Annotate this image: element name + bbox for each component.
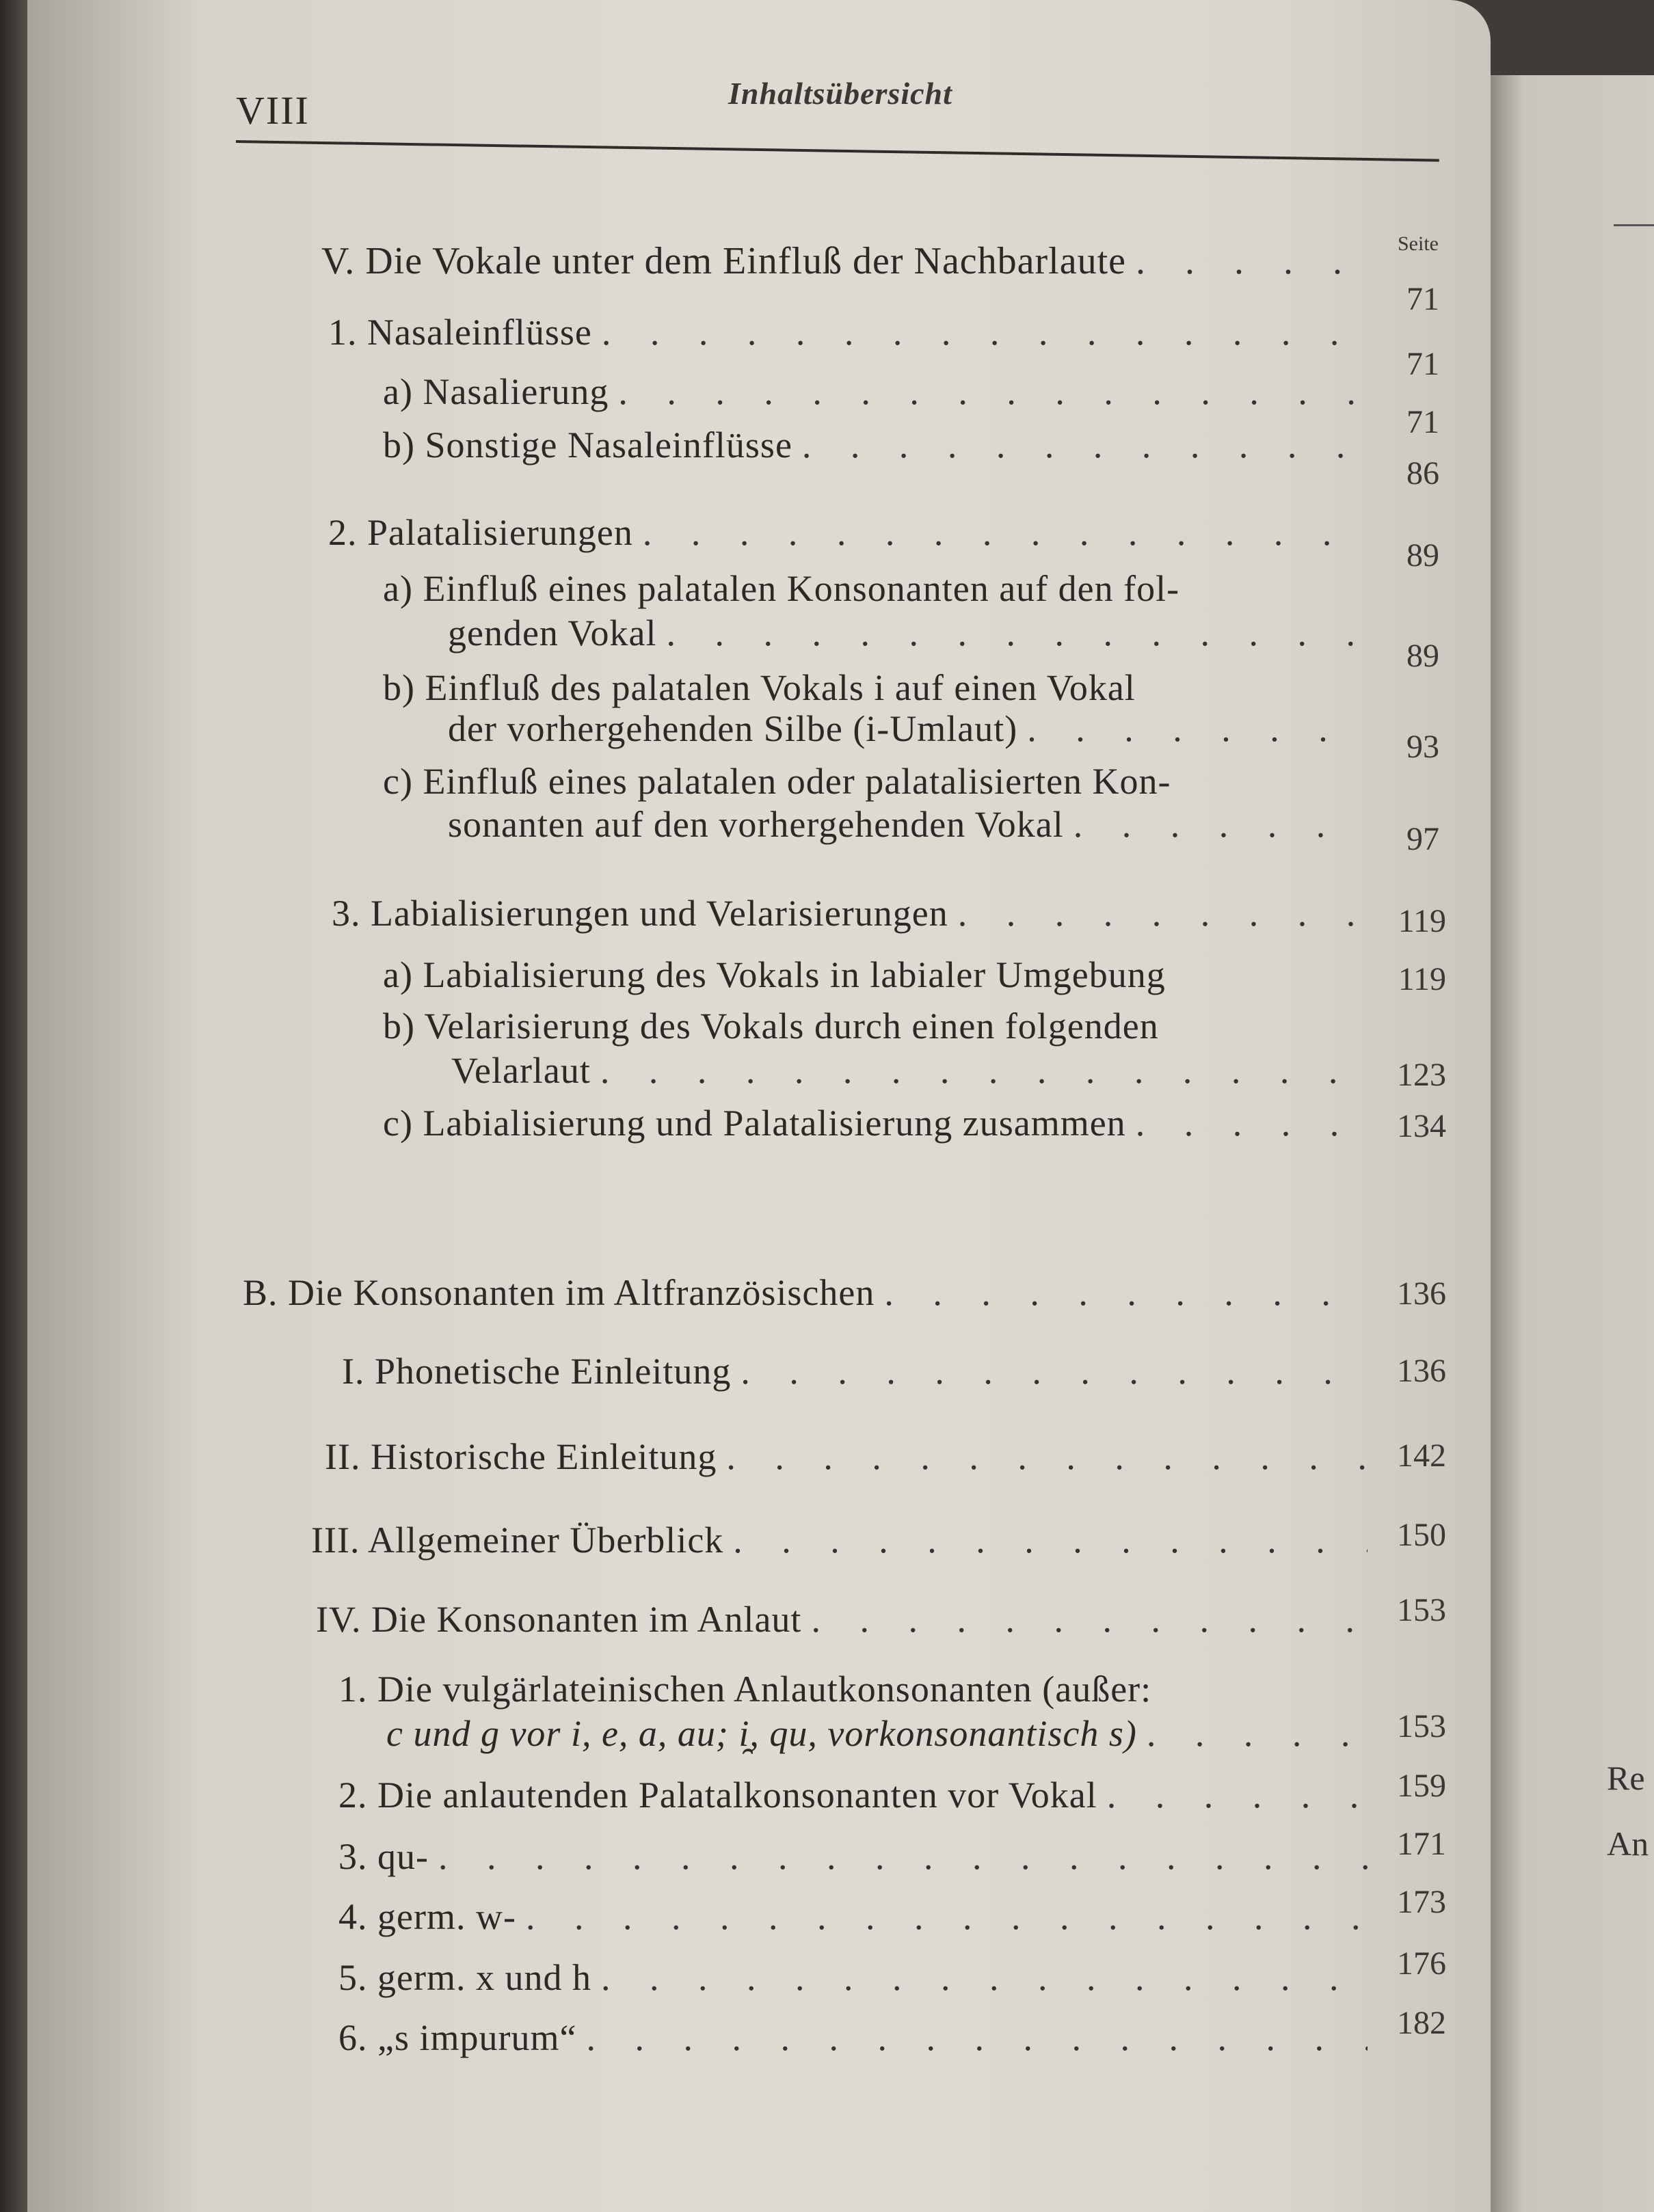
toc-entry bbox=[448, 612, 1361, 654]
toc-entry bbox=[321, 239, 1361, 283]
toc-entry-title: 2. Die anlautenden Palatalkonsonanten vor Vokal bbox=[338, 1775, 1097, 1816]
toc-entry-title: 3. Labialisierungen und Velarisierungen bbox=[332, 893, 948, 934]
toc-entry-title: 2. Palatalisierungen bbox=[328, 512, 633, 553]
toc-page-number: 71 bbox=[1406, 346, 1439, 382]
toc-page-number: 93 bbox=[1406, 729, 1439, 765]
toc-entry bbox=[383, 1102, 1368, 1144]
leader-dots bbox=[875, 1271, 1368, 1314]
toc-entry bbox=[338, 1896, 1368, 1938]
toc-entry bbox=[383, 370, 1361, 413]
leader-dots bbox=[633, 511, 1361, 554]
toc-page-number: 159 bbox=[1397, 1768, 1446, 1804]
toc-entry-title: b) Sonstige Nasaleinflüsse bbox=[383, 424, 792, 466]
toc-entry bbox=[338, 1774, 1368, 1816]
leader-dots bbox=[1097, 1774, 1368, 1816]
toc-entry-title: b) Einfluß des palatalen Vokals i auf einen Vokal bbox=[383, 667, 1136, 708]
toc-page-number: 153 bbox=[1397, 1708, 1446, 1744]
toc-page-number: 136 bbox=[1397, 1353, 1446, 1389]
facing-page bbox=[1491, 75, 1654, 2212]
toc-entry bbox=[338, 2017, 1368, 2059]
toc-entry-continuation: genden Vokal bbox=[448, 612, 657, 653]
leader-dots bbox=[516, 1896, 1368, 1938]
leader-dots bbox=[1126, 239, 1361, 283]
facing-page-fragment: Re bbox=[1607, 1759, 1645, 1797]
toc-entry bbox=[383, 954, 1368, 996]
toc-entry-continuation: Velarlaut bbox=[451, 1050, 591, 1091]
leader-dots bbox=[1126, 1102, 1368, 1144]
leader-dots bbox=[576, 2017, 1368, 2059]
toc-page-number: 123 bbox=[1397, 1057, 1446, 1093]
toc-entry-title: 5. germ. x und h bbox=[338, 1957, 591, 1998]
toc-entry-title: 6. „s impurum“ bbox=[338, 2017, 577, 2058]
toc-entry bbox=[328, 511, 1361, 554]
leader-dots bbox=[429, 1835, 1368, 1878]
toc-entry bbox=[448, 803, 1361, 846]
toc-page-number: 89 bbox=[1406, 638, 1439, 674]
running-head: Inhaltsübersicht bbox=[728, 76, 952, 111]
toc-entry-title: III. Allgemeiner Überblick bbox=[311, 1520, 724, 1561]
toc-entry-title: 1. Die vulgärlateinischen Anlautkonsonanten (außer: bbox=[338, 1669, 1152, 1710]
toc-entry-title: II. Historische Einleitung bbox=[325, 1436, 717, 1477]
toc-entry bbox=[342, 1350, 1368, 1392]
toc-entry-title: I. Phonetische Einleitung bbox=[342, 1351, 732, 1392]
toc-entry bbox=[243, 1271, 1368, 1314]
toc-entry-title: 4. germ. w- bbox=[338, 1896, 516, 1937]
leader-dots bbox=[591, 1956, 1368, 1999]
toc-entry bbox=[338, 1835, 1368, 1878]
leader-dots bbox=[609, 370, 1361, 413]
toc-page-number: 71 bbox=[1406, 281, 1439, 317]
facing-page-rule bbox=[1614, 224, 1654, 226]
page-number: VIII bbox=[236, 88, 310, 133]
toc-entry bbox=[325, 1435, 1368, 1478]
toc-entry-title: IV. Die Konsonanten im Anlaut bbox=[316, 1599, 802, 1640]
leader-dots bbox=[801, 1598, 1368, 1641]
toc-entry-title: B. Die Konsonanten im Altfranzösischen bbox=[243, 1272, 875, 1313]
toc-page-number: 182 bbox=[1397, 2005, 1446, 2041]
toc-entry-continuation: c und g vor i, e, a, au; i̯, qu, vorkonsonantisch s) bbox=[386, 1713, 1137, 1754]
toc-page-number: 97 bbox=[1406, 821, 1439, 857]
leader-dots bbox=[1064, 803, 1361, 846]
toc-page-number: 119 bbox=[1398, 961, 1446, 997]
toc-entry bbox=[328, 311, 1361, 353]
leader-dots bbox=[723, 1519, 1368, 1561]
toc-entry-title: 1. Nasaleinflüsse bbox=[328, 312, 592, 353]
leader-dots bbox=[948, 892, 1361, 934]
leader-dots bbox=[792, 424, 1361, 466]
toc-entry bbox=[386, 1712, 1368, 1755]
toc-entry-title: a) Nasalierung bbox=[383, 371, 609, 412]
toc-entry-title: V. Die Vokale unter dem Einfluß der Nachbarlaute bbox=[321, 240, 1126, 282]
leader-dots bbox=[592, 311, 1361, 353]
toc-entry bbox=[338, 1956, 1368, 1999]
toc-page-number: 142 bbox=[1397, 1438, 1446, 1474]
toc-entry bbox=[448, 707, 1361, 750]
leader-dots bbox=[1017, 707, 1361, 750]
toc-entry bbox=[383, 424, 1361, 466]
toc-page-number: 86 bbox=[1406, 455, 1439, 491]
toc-entry-continuation: der vorhergehenden Silbe (i-Umlaut) bbox=[448, 708, 1018, 749]
toc-entry-title: b) Velarisierung des Vokals durch einen folgenden bbox=[383, 1006, 1159, 1047]
leader-dots bbox=[656, 612, 1361, 654]
toc-entry-title: a) Labialisierung des Vokals in labialer Umgebung bbox=[383, 954, 1166, 995]
toc-page-number: 176 bbox=[1397, 1945, 1446, 1982]
toc-entry bbox=[332, 892, 1361, 934]
facing-page-fragment: An bbox=[1607, 1824, 1649, 1863]
toc-entry-title: c) Einfluß eines palatalen oder palatalisierten Kon- bbox=[383, 761, 1171, 802]
toc-entry-title: c) Labialisierung und Palatalisierung zusammen bbox=[383, 1103, 1126, 1144]
toc-page-number: 150 bbox=[1397, 1517, 1446, 1553]
toc-entry-title: a) Einfluß eines palatalen Konsonanten auf den fol- bbox=[383, 568, 1180, 609]
toc-entry-title: 3. qu- bbox=[338, 1836, 429, 1877]
toc-page-number: 173 bbox=[1397, 1884, 1446, 1920]
toc-page-number: 153 bbox=[1397, 1592, 1446, 1628]
leader-dots bbox=[1137, 1712, 1368, 1755]
page-column-label: Seite bbox=[1398, 232, 1439, 255]
toc-page-number: 119 bbox=[1398, 903, 1446, 939]
toc-page-number: 71 bbox=[1406, 404, 1439, 440]
toc-entry-continuation: sonanten auf den vorhergehenden Vokal bbox=[448, 804, 1064, 845]
toc-entry bbox=[451, 1049, 1364, 1092]
leader-dots bbox=[591, 1049, 1364, 1092]
toc-page-number: 134 bbox=[1397, 1108, 1446, 1144]
leader-dots bbox=[731, 1350, 1368, 1392]
leader-dots bbox=[717, 1435, 1368, 1478]
toc-entry bbox=[316, 1598, 1368, 1641]
toc-entry bbox=[311, 1519, 1368, 1561]
toc-page-number: 171 bbox=[1397, 1826, 1446, 1862]
toc-page-number: 136 bbox=[1397, 1276, 1446, 1312]
toc-page-number: 89 bbox=[1406, 537, 1439, 574]
